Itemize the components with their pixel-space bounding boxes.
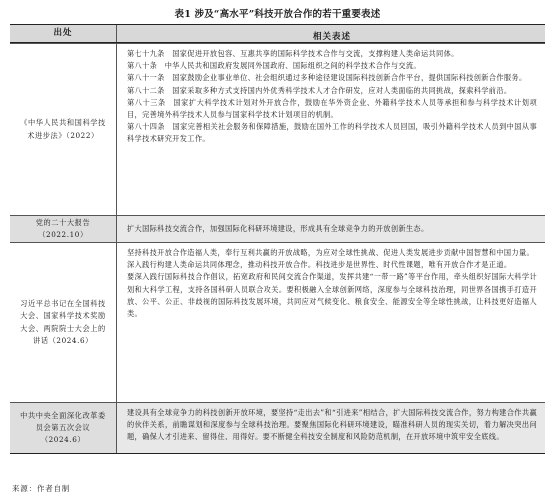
statements-table — [10, 24, 545, 454]
desc-paragraph: 第八十四条 国家完善相关社会服务和保障措施，鼓励在国外工作的科学技术人员回国，吸引外籍科学技术人员到中国从事科学技术研究开发工作。 — [127, 122, 537, 144]
desc-paragraph: 坚持科技开放合作造福人类，奉行互利共赢的开放战略，为应对全球性挑战、促进人类发展进步贡献中国智慧和中国力量。 — [127, 248, 535, 257]
header-desc: 相关表述 — [117, 25, 545, 42]
table-row — [10, 242, 545, 402]
desc-paragraph: 第八十二条 国家采取多种方式支持国内外优秀科学技术人才合作研发，应对人类面临的共同挑战，探索科学前沿。 — [127, 85, 512, 95]
desc-paragraph: 扩大国际科技交流合作，加强国际化科研环境建设，形成具有全球竞争力的开放创新生态。 — [127, 223, 429, 233]
desc-paragraph: 第七十九条 国家促进开放包容、互惠共享的国际科学技术合作与交流，支撑构建人类命运共同体。 — [127, 49, 459, 58]
source-note: 来源：作者自制 — [12, 484, 71, 493]
desc-paragraph: 建设具有全球竞争力的科技创新开放环境，要坚持“走出去”和“引进来”相结合，扩大国际科技交流合作，努力构建合作共赢的伙伴关系，前瞻谋划和深度参与全球科技治理。要聚焦国际化科研环境建设，瞄准科研人员的现实关切，着力解决突出问题，确保人才引进来、留得住、用得好。要不断健全科技安全制度和风险防范机制，在开放环境中筑牢安全底线。 — [127, 408, 537, 442]
row-desc — [117, 243, 545, 402]
row-desc — [117, 44, 545, 215]
row-source: 《中华人民共和国科学技术进步法》（2022） — [10, 44, 117, 215]
desc-paragraph: 第八十一条 国家鼓励企业事业单位、社会组织通过多种途径建设国际科技创新合作平台，提供国际科技创新合作服务。 — [127, 73, 527, 83]
row-source: 习近平总书记在全国科技大会、国家科学技术奖励大会、两院院士大会上的讲话（2024.6） — [10, 243, 117, 402]
row-source: 中共中央全面深化改革委员会第五次会议（2024.6） — [10, 403, 117, 453]
row-source: 党的二十大报告（2022.10） — [10, 216, 117, 242]
table-title: 表1 涉及“高水平”科技开放合作的若干重要表述 — [174, 9, 381, 20]
desc-paragraph: 深入践行构建人类命运共同体理念，推动科技开放合作。科技进步是世界性、时代性课题，唯有开放合作才是正道。 — [127, 260, 512, 270]
table-row — [10, 43, 545, 215]
desc-paragraph: 要深入践行国际科技合作倡议，拓宽政府和民间交流合作渠道，发挥共建“一带一路”等平台作用，牵头组织好国际大科学计划和大科学工程，支持各国科研人员联合攻关。要积极融入全球创新网络，深度参与全球科技治理，同世界各国携手打造开放、公平、公正、非歧视的国际科技发展环境，共同应对气候变化、粮食安全、能源安全等全球性挑战，让科技更好造福人类。 — [127, 272, 537, 319]
row-desc — [117, 403, 545, 453]
row-desc — [117, 216, 545, 242]
table-header-row — [10, 25, 545, 43]
table-row — [10, 215, 545, 242]
desc-paragraph: 第八十三条 国家扩大科学技术计划对外开放合作，鼓励在华外资企业、外籍科学技术人员等承担和参与科学技术计划项目，完善境外科学技术人员参与国家科学技术计划项目的机制。 — [127, 97, 537, 120]
desc-paragraph: 第八十条 中华人民共和国政府发展同外国政府、国际组织之间的科学技术合作与交流。 — [127, 61, 421, 71]
header-source: 出处 — [10, 25, 117, 42]
table-row — [10, 402, 545, 453]
